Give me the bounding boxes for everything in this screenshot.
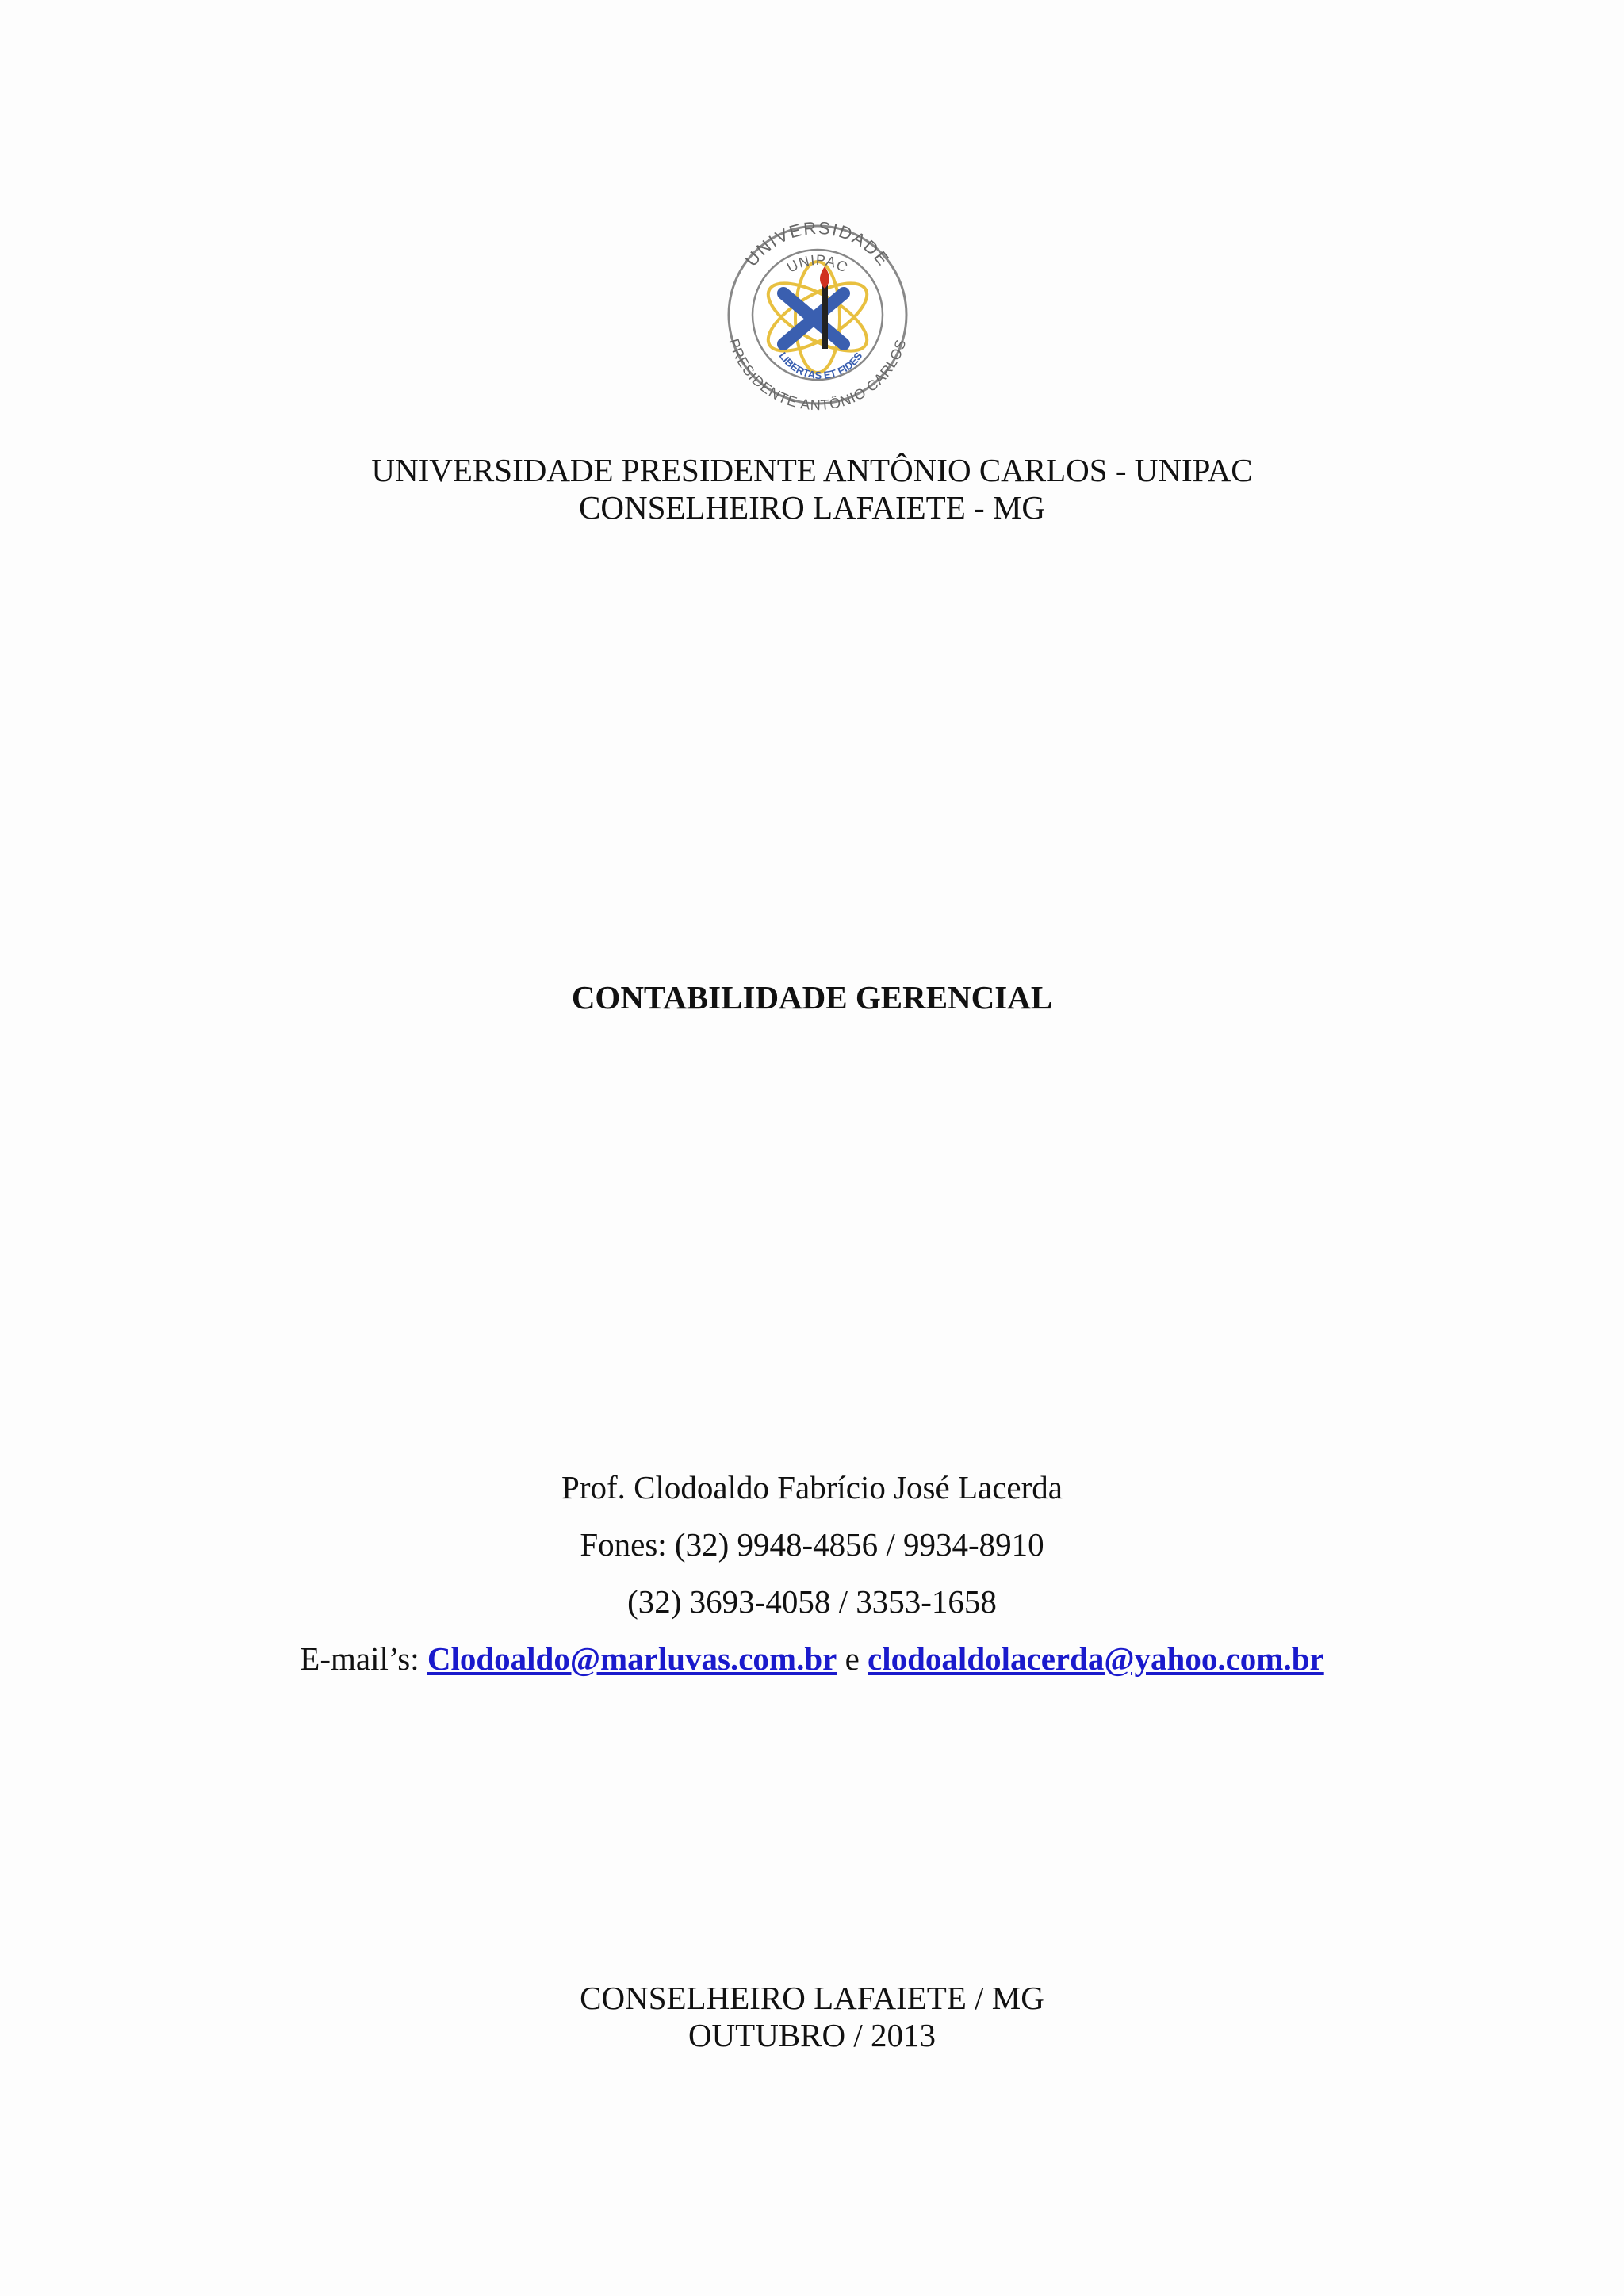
author-phones-line2: (32) 3693-4058 / 3353-1658 bbox=[627, 1583, 997, 1620]
institution-name: UNIVERSIDADE PRESIDENTE ANTÔNIO CARLOS - UNIPAC bbox=[371, 452, 1253, 488]
seal-motto-text: LIBERTAS ET FIDES bbox=[776, 350, 865, 382]
email-prefix: E-mail’s: bbox=[300, 1640, 427, 1677]
document-title: CONTABILIDADE GERENCIAL bbox=[571, 979, 1053, 1016]
email-connector: e bbox=[837, 1640, 868, 1677]
footer-location: CONSELHEIRO LAFAIETE / MG bbox=[580, 1980, 1044, 2016]
email-link-yahoo[interactable]: clodoaldolacerda@yahoo.com.br bbox=[868, 1640, 1324, 1677]
seal-top-text: UNIVERSIDADE bbox=[741, 217, 894, 270]
university-seal-logo bbox=[703, 200, 933, 430]
footer-date: OUTUBRO / 2013 bbox=[688, 2017, 936, 2053]
author-name: Prof. Clodoaldo Fabrício José Lacerda bbox=[561, 1469, 1063, 1506]
seal-bottom-text: PRESIDENTE ANTÔNIO CARLOS bbox=[726, 336, 910, 414]
author-phones-line1: Fones: (32) 9948-4856 / 9934-8910 bbox=[580, 1526, 1044, 1563]
email-link-marluvas[interactable]: Clodoaldo@marluvas.com.br bbox=[427, 1640, 837, 1677]
author-emails bbox=[0, 1640, 1624, 1678]
institution-location: CONSELHEIRO LAFAIETE - MG bbox=[579, 489, 1045, 526]
seal-inner-text: UNIPAC bbox=[784, 251, 851, 276]
